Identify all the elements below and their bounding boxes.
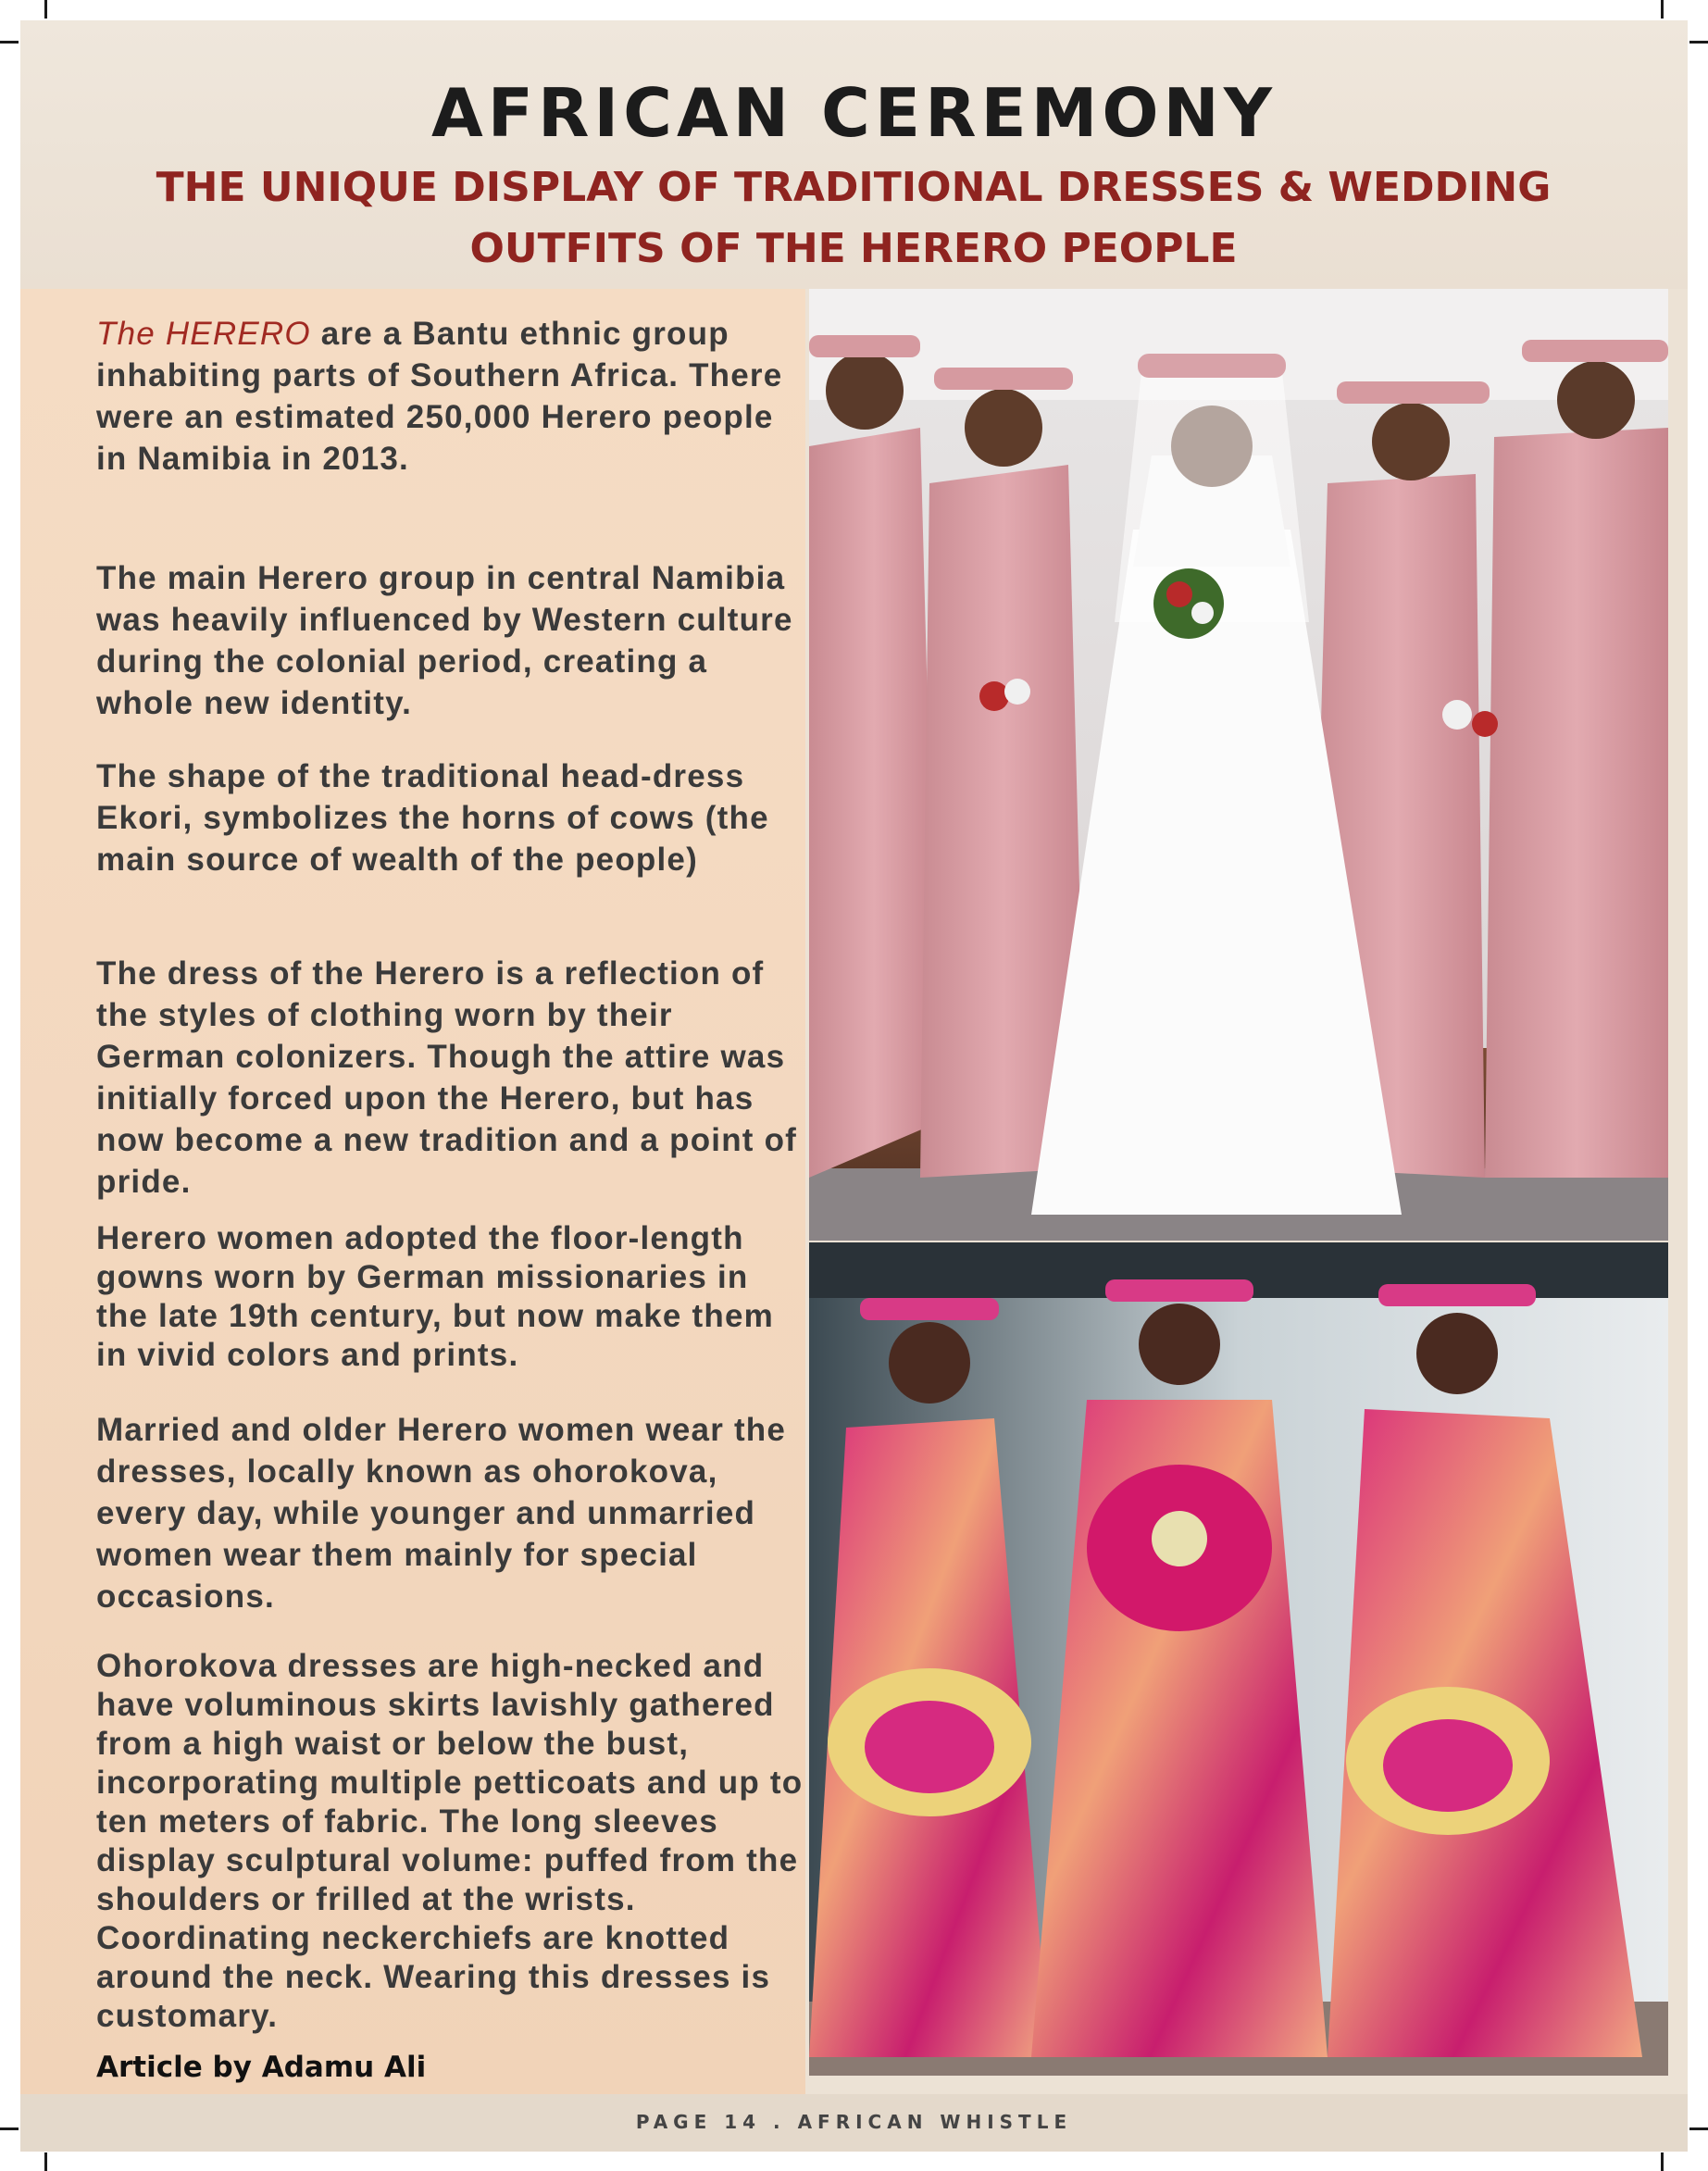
page-subtitle: THE UNIQUE DISPLAY OF TRADITIONAL DRESSES & WEDDING OUTFITS OF THE HERERO PEOPLE: [156, 164, 1552, 272]
pink-dresses-photo: [809, 1242, 1668, 2076]
article-byline: Article by Adamu Ali: [96, 2051, 427, 2084]
article-paragraph-1: [96, 313, 809, 480]
article-lead: The HERERO: [96, 316, 311, 352]
article-paragraph-1-text: are a Bantu ethnic group inhabiting parts of Southern Africa. There were an estimated 250,000 Herero people in Namibia in 2013.: [96, 316, 783, 477]
pink-dresses-illustration: [809, 1242, 1668, 2076]
crop-mark: [0, 2127, 19, 2130]
wedding-party-photo: [809, 289, 1668, 1241]
page-title: AFRICAN CEREMONY: [431, 74, 1277, 152]
wedding-party-illustration: [809, 289, 1668, 1241]
article-paragraph-3: The shape of the traditional head-dress Ekori, symbolizes the horns of cows (the main source of wealth of the people): [96, 758, 769, 878]
crop-mark: [1661, 2152, 1664, 2171]
page-footer: [20, 2094, 1688, 2152]
crop-mark: [44, 0, 47, 19]
article-paragraph-6: Married and older Herero women wear the dresses, locally known as ohorokova, every day, while younger and unmarried women wear them mainly for special occasions.: [96, 1412, 787, 1615]
article-paragraph-4: The dress of the Herero is a reflection of the styles of clothing worn by their German colonizers. Though the attire was initially forced upon the Herero, but has now become a new tradition and a point of pride.: [96, 955, 798, 1200]
article-paragraph-2: The main Herero group in central Namibia was heavily influenced by Western culture during the colonial period, creating a whole new identity.: [96, 560, 793, 721]
crop-mark: [44, 2152, 47, 2171]
page-number-label: PAGE 14 . AFRICAN WHISTLE: [635, 2111, 1073, 2133]
crop-mark: [1689, 2127, 1708, 2130]
crop-mark: [1661, 0, 1664, 19]
crop-mark: [0, 41, 19, 44]
crop-mark: [1689, 41, 1708, 44]
header: [20, 20, 1688, 289]
article-paragraph-5: Herero women adopted the floor-length gowns worn by German missionaries in the late 19th century, but now make them in vivid colors and prints.: [96, 1220, 774, 1373]
magazine-page: [20, 20, 1688, 2152]
article-paragraph-7: Ohorokova dresses are high-necked and have voluminous skirts lavishly gathered from a high waist or below the bust, incorporating multiple petticoats and up to ten meters of fabric. The long sleeves display sculptural volume: puffed from the shoulders or frilled at the wrists. Coordinating neckerchiefs are knotted around the neck. Wearing this dresses is customary.: [96, 1648, 804, 2034]
